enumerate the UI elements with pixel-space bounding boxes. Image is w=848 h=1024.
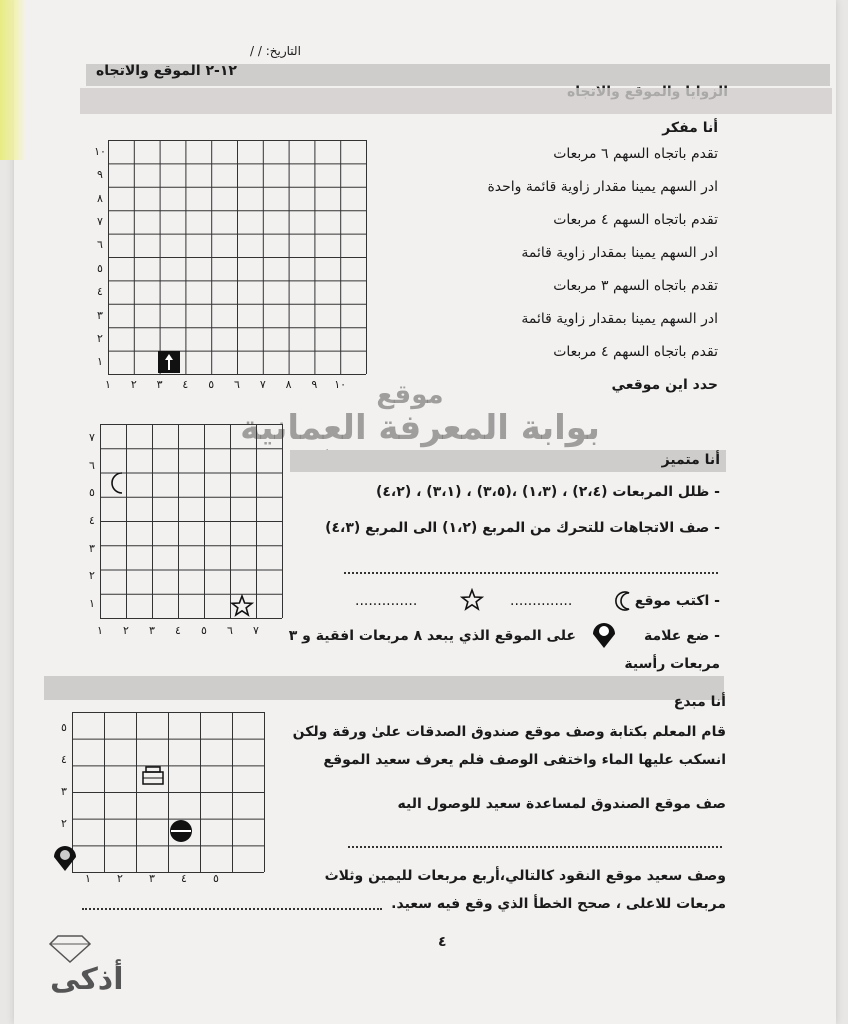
axis-label: ١ [105,378,111,391]
step-4: ادر السهم يمينا بمقدار زاوية قائمة [521,245,718,261]
axis-label: ٢ [61,817,67,830]
axis-label: ٦ [89,458,95,472]
axis-label: ٤ [61,753,67,766]
shade-squares-text: - ظلل المربعات (٢،٤) ، (١،٣) ،(٣،٥) ، (٣،١) ، (٤،٢) [375,484,720,500]
place-mark-text-c: مربعات رأسية [624,656,720,672]
grid-3 [72,712,266,874]
location-pin-icon [50,844,80,874]
write-position-text: - اكتب موقع [634,593,720,609]
axis-label: ٣ [97,308,103,322]
axis-label: ٤ [182,378,189,391]
section2-band [290,450,726,472]
axis-label: ٥ [208,378,215,391]
axis-label: ٢ [123,624,129,637]
section2-heading: أنا متميز [661,452,720,468]
axis-label: ٤ [181,872,187,885]
brand-logo: أذكى [50,962,124,997]
lesson-title: ١٢-٢ الموقع والاتجاه [96,63,237,79]
unit-band [80,88,832,114]
describe-path-text: - صف الاتجاهات للتحرك من المربع (١،٢) الى المربع (٤،٣) [325,520,720,536]
page-number: ٤ [438,934,447,950]
grid-2-x-axis [97,624,284,640]
watermark-line1: موقع [376,380,444,410]
step-6: ادر السهم يمينا بمقدار زاوية قائمة [521,311,718,327]
axis-label: ١ [89,597,95,611]
step-2: ادر السهم يمينا مقدار زاوية قائمة واحدة [487,179,718,195]
axis-label: ٧ [89,430,95,444]
axis-label: ٦ [97,238,103,252]
axis-label: ٧ [97,214,103,228]
place-mark-text-a: - ضع علامة [643,628,720,644]
map-pin-icon [588,620,620,652]
axis-label: ١ [85,872,91,885]
axis-label: ٥ [201,624,207,637]
axis-label: ١٠ [94,144,106,158]
grid-1-y-axis [92,140,108,376]
axis-label: ٣ [156,378,163,391]
para1-line1: قام المعلم بكتابة وصف موقع صندوق الصدقات علىٰ ورقة ولكن [292,724,726,740]
charity-box-icon [140,764,166,786]
para2-line2: مربعات للاعلى ، صحح الخطأ الذي وقع فيه سعيد. [391,896,726,912]
section3-heading: أنا مبدع [673,694,726,710]
para2-line1: وصف سعيد موقع النقود كالتالي،أربع مربعات لليمين وثلاث [324,868,726,884]
step-7: تقدم باتجاه السهم ٤ مربعات [553,344,718,360]
moon-icon [614,590,636,612]
axis-label: ١ [97,355,103,369]
grid-moon-icon [104,470,130,496]
page-edge-highlight [0,0,26,160]
axis-label: ٤ [175,624,181,637]
axis-label: ٣ [89,541,95,555]
axis-label: ٥ [97,261,103,275]
axis-label: ٨ [285,378,292,391]
axis-label: ٦ [234,378,240,391]
arrow-up-icon [158,351,180,373]
watermark-line2: بوابة المعرفة العمانية [240,408,600,448]
axis-label: ٧ [259,378,266,391]
axis-label: ٣ [149,624,155,637]
grid-star-icon [230,594,254,618]
axis-label: ٢ [97,331,103,345]
diamond-logo-icon [40,928,100,964]
section1-heading: أنا مفكر [662,120,718,136]
section1-steps [388,146,718,410]
step-5: تقدم باتجاه السهم ٣ مربعات [553,278,718,294]
grid-2 [100,424,284,620]
write-dots-1: .............. [510,593,573,609]
answer-line-2 [348,846,722,848]
grid-3-x-axis [85,872,266,888]
grid-1-x-axis [105,378,368,394]
answer-line-3 [82,908,382,910]
grid-1 [108,140,368,376]
date-label: التاريخ: / / [250,44,301,58]
step-8: حدد اين موقعي [611,377,718,393]
place-mark-text-b: على الموقع الذي يبعد ٨ مربعات افقية و ٣ [288,628,576,644]
coin-icon [168,818,194,844]
axis-label: ٤ [97,285,103,299]
axis-label: ٣ [61,785,67,798]
axis-label: ٢ [117,872,123,885]
step-1: تقدم باتجاه السهم ٦ مربعات [553,146,718,162]
write-dots-2: .............. [355,593,418,609]
axis-label: ٧ [253,624,259,637]
step-3: تقدم باتجاه السهم ٤ مربعات [553,212,718,228]
arrow-start-square [158,351,180,373]
axis-label: ٢ [130,378,137,391]
axis-label: ٤ [89,514,95,527]
axis-label: ٣ [149,872,155,885]
axis-label: ٢ [89,569,95,583]
para1-line2: انسكب عليها الماء واختفى الوصف فلم يعرف سعيد الموقع [323,752,726,768]
question-text: صف موقع الصندوق لمساعدة سعيد للوصول اليه [397,796,726,812]
answer-line-1 [344,572,718,574]
axis-label: ٨ [97,191,103,205]
axis-label: ٥ [89,486,95,500]
axis-label: ٩ [311,378,318,391]
axis-label: ٥ [61,721,67,734]
grid-2-y-axis [84,424,100,620]
axis-label: ١ [97,624,103,637]
star-icon [460,588,484,612]
axis-label: ٥ [213,872,219,885]
axis-label: ٦ [227,624,233,637]
axis-label: ١٠ [334,378,347,391]
axis-label: ٩ [97,168,103,182]
section3-band [44,676,724,700]
